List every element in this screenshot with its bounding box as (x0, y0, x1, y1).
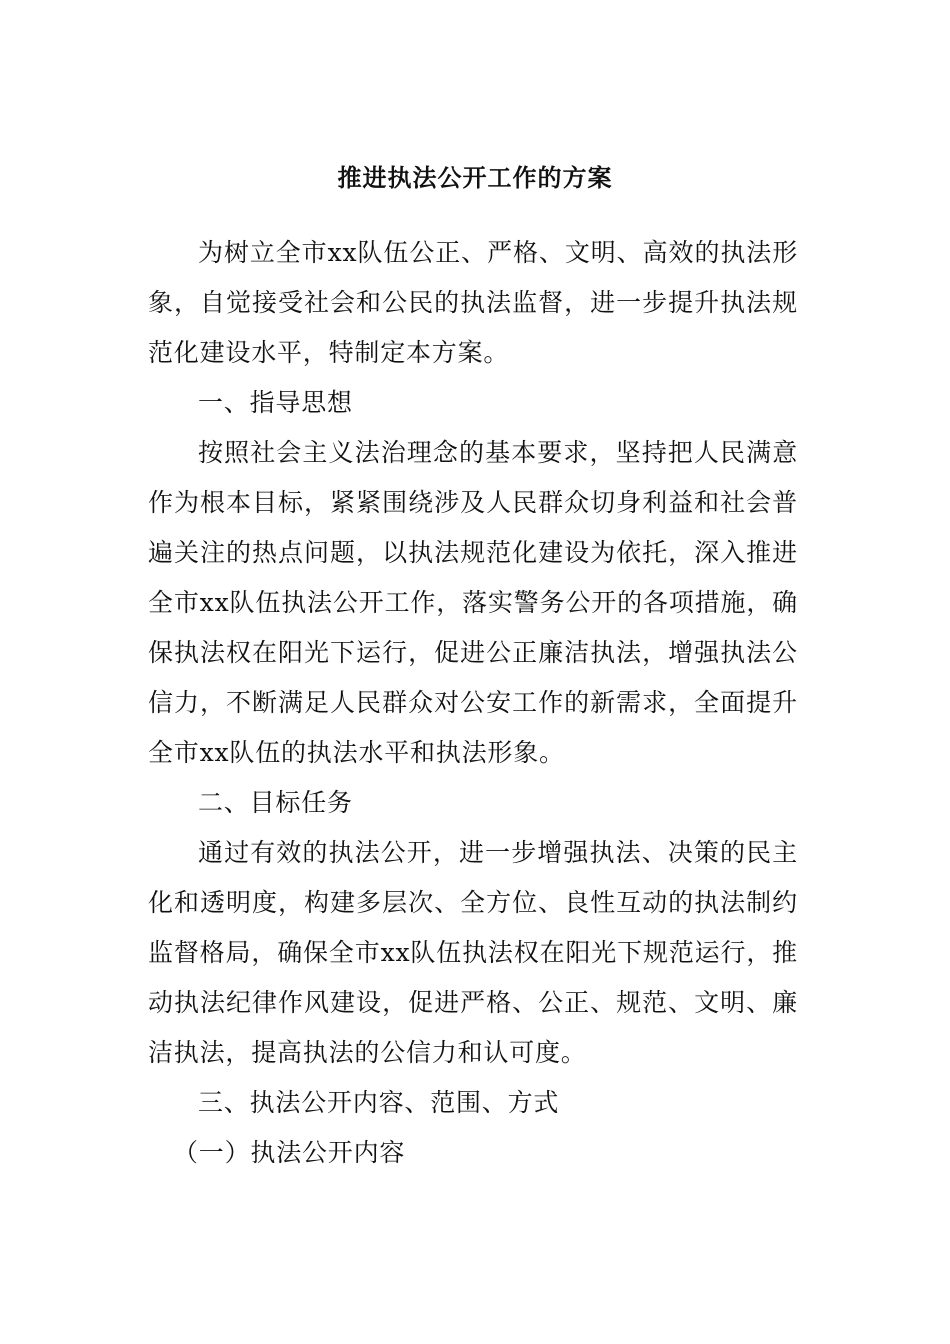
intro-paragraph: 为树立全市xx队伍公正、严格、文明、高效的执法形象，自觉接受社会和公民的执法监督，进一步提升执法规范化建设水平，特制定本方案。 (148, 238, 798, 367)
section-1-paragraph: 按照社会主义法治理念的基本要求，坚持把人民满意作为根本目标，紧紧围绕涉及人民群众切身利益和社会普遍关注的热点问题，以执法规范化建设为依托，深入推进全市xx队伍执法公开工作，落实警务公开的各项措施，确保执法权在阳光下运行，促进公正廉洁执法，增强执法公信力，不断满足人民群众对公安工作的新需求，全面提升全市xx队伍的执法水平和执法形象。 (148, 438, 798, 767)
section-2-heading: 二、目标任务 (198, 788, 353, 817)
document-body (148, 228, 798, 1178)
section-3-subheading-1: （一）执法公开内容 (173, 1138, 406, 1167)
section-2-paragraph: 通过有效的执法公开，进一步增强执法、决策的民主化和透明度，构建多层次、全方位、良性互动的执法制约监督格局，确保全市xx队伍执法权在阳光下规范运行，推动执法纪律作风建设，促进严格、公正、规范、文明、廉洁执法，提高执法的公信力和认可度。 (148, 838, 798, 1067)
section-3-heading: 三、执法公开内容、范围、方式 (198, 1088, 560, 1117)
document-title: 推进执法公开工作的方案 (337, 163, 613, 192)
section-1-heading: 一、指导思想 (198, 388, 353, 417)
